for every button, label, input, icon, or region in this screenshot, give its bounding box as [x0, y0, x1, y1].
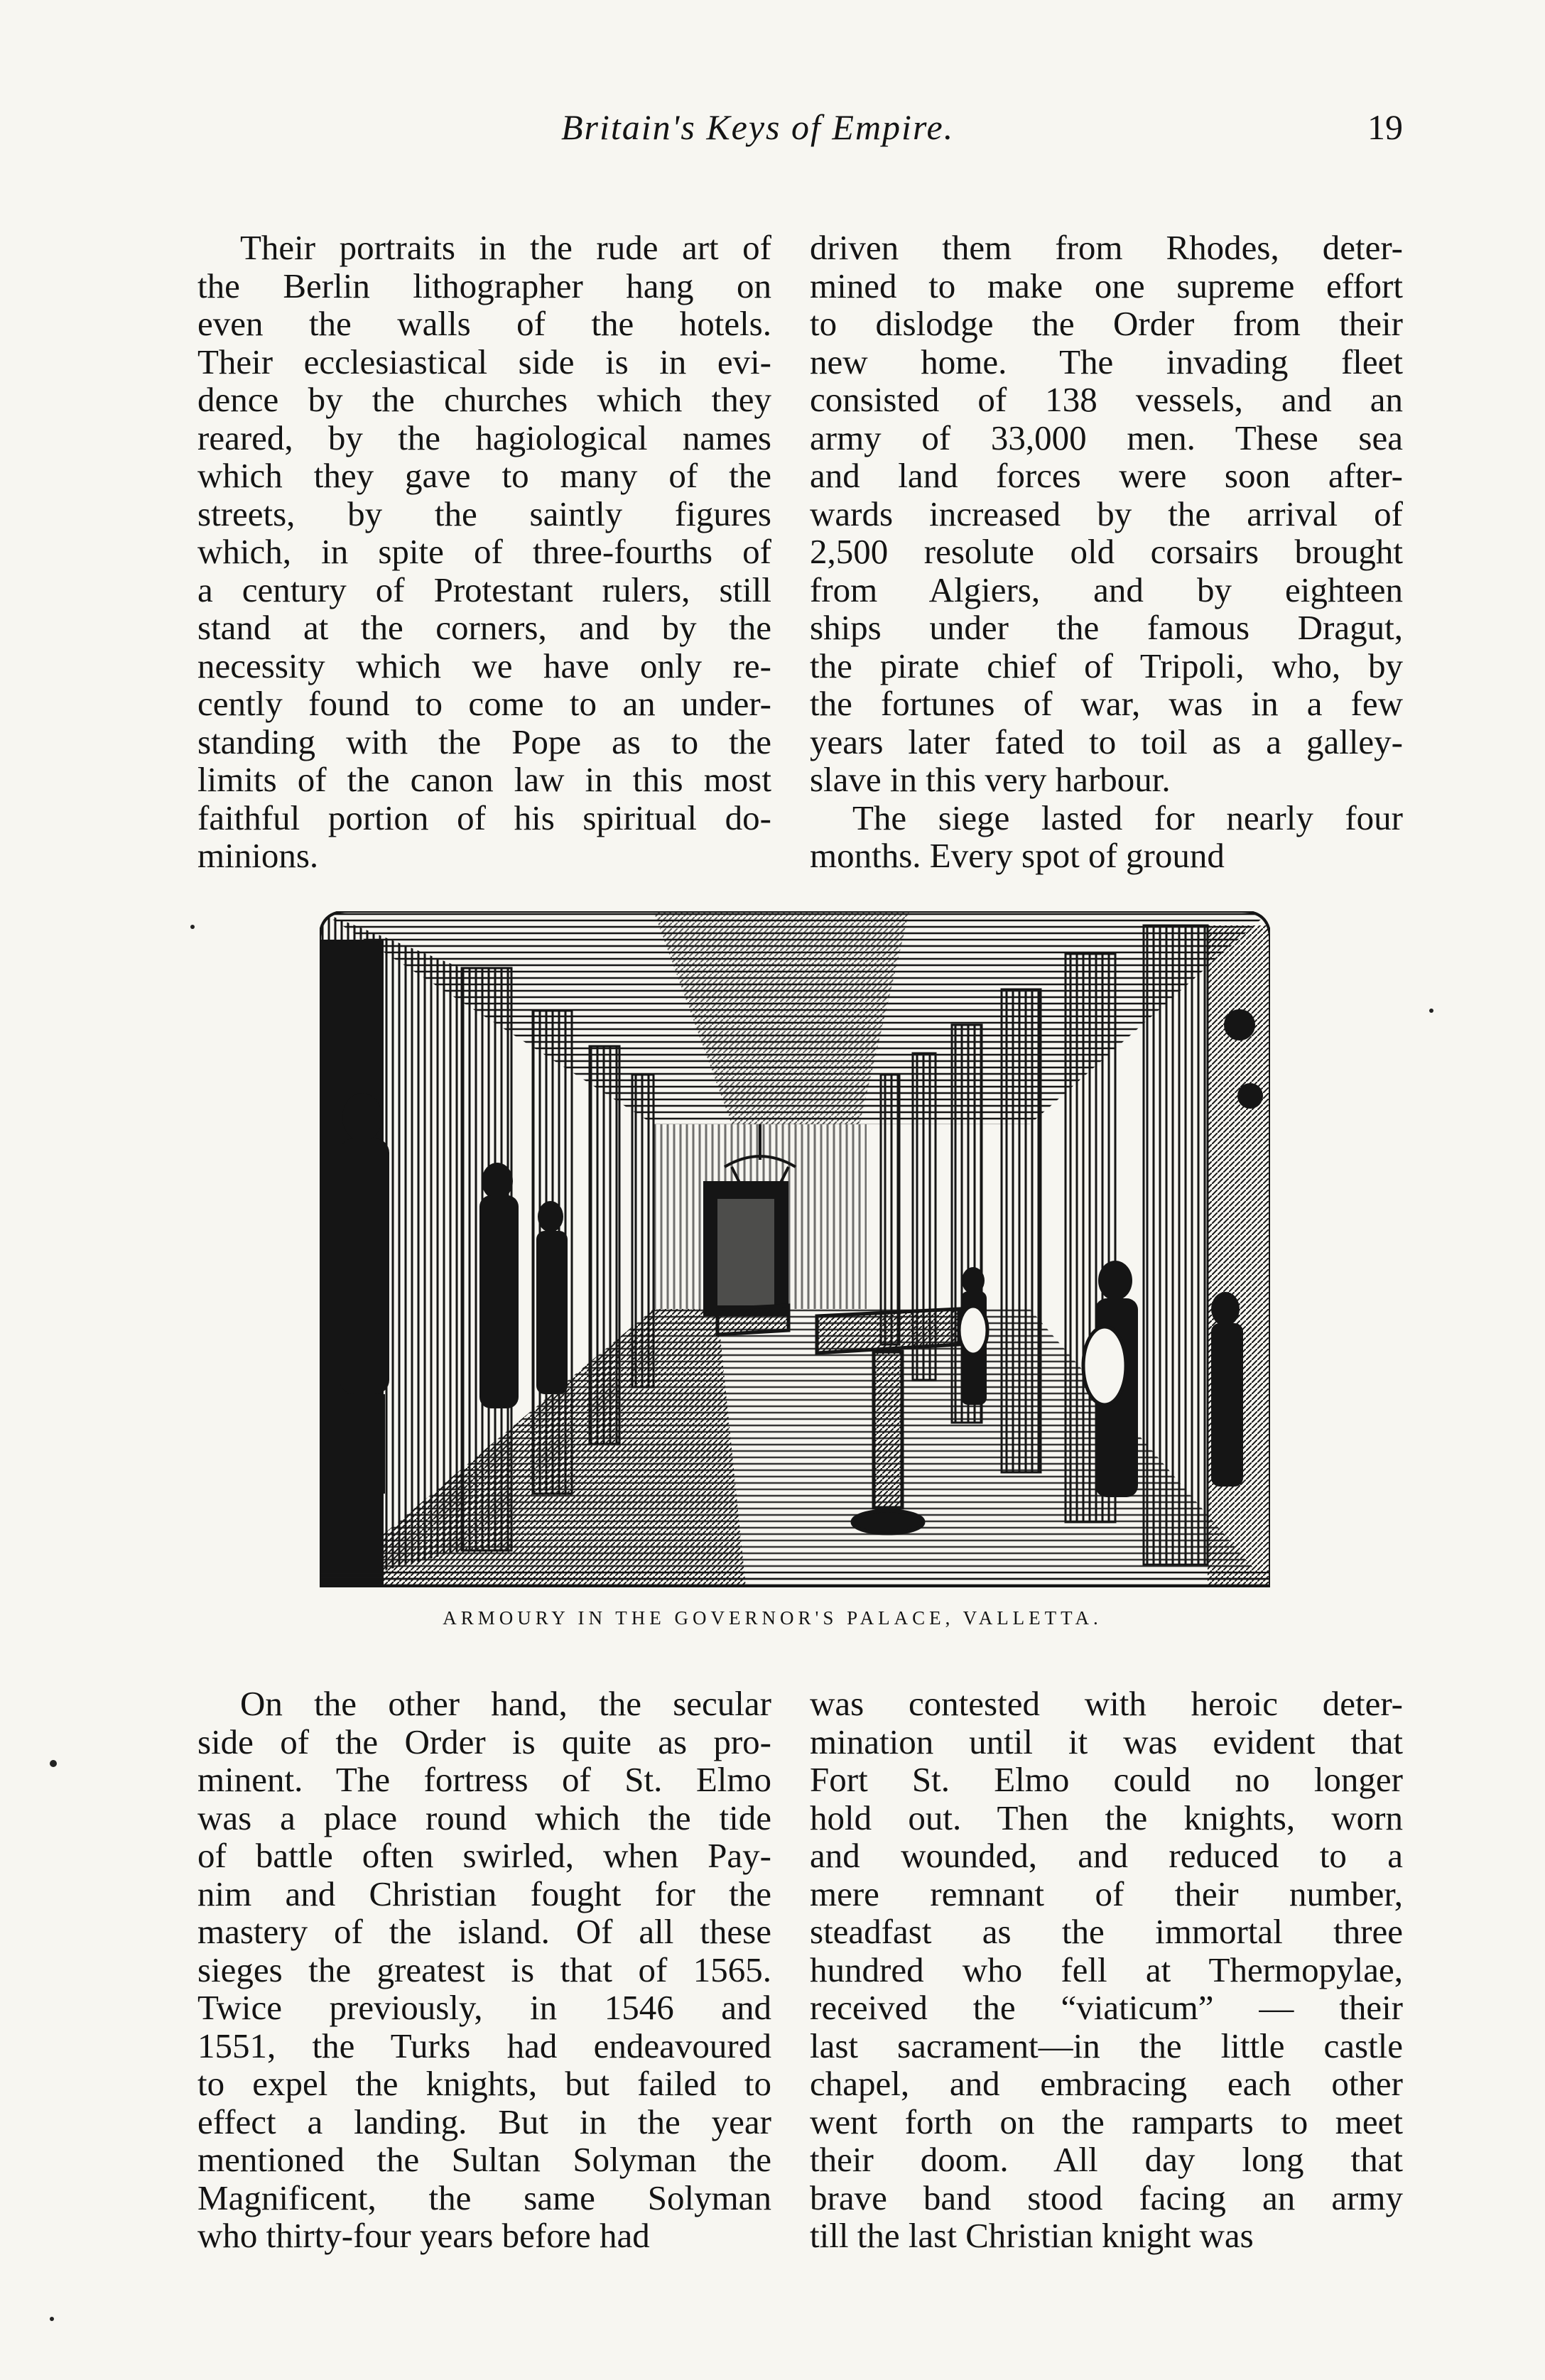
text-line: cently found to come to an under-	[197, 684, 771, 723]
print-speck	[50, 2317, 54, 2321]
print-speck	[190, 925, 195, 929]
text-line: 1551, the Turks had endeavoured	[197, 2026, 771, 2065]
text-line: brave band stood facing an army	[810, 2178, 1403, 2217]
text-line: hold out. Then the knights, worn	[810, 1798, 1403, 1837]
text-line: The siege lasted for nearly four	[852, 798, 1403, 837]
text-line: the fortunes of war, was in a few	[810, 684, 1403, 723]
text-line: streets, by the saintly figures	[197, 494, 771, 533]
text-line: which they gave to many of the	[197, 456, 771, 495]
text-line: army of 33,000 men. These sea	[810, 418, 1403, 457]
text-line: months. Every spot of ground	[810, 836, 1225, 875]
text-line: mentioned the Sultan Solyman the	[197, 2140, 771, 2179]
text-line: Twice previously, in 1546 and	[197, 1988, 771, 2027]
text-column-bottom-left	[197, 1685, 771, 2255]
text-line: from Algiers, and by eighteen	[810, 570, 1403, 609]
text-line: side of the Order is quite as pro-	[197, 1722, 771, 1761]
text-line: till the last Christian knight was	[810, 2216, 1254, 2255]
text-line: and land forces were soon after-	[810, 456, 1403, 495]
text-column-top-right	[810, 229, 1403, 875]
text-line: stand at the corners, and by the	[197, 608, 771, 647]
text-line: Their ecclesiastical side is in evi-	[197, 342, 771, 381]
text-line: consisted of 138 vessels, and an	[810, 380, 1403, 419]
text-line: mined to make one supreme effort	[810, 266, 1403, 305]
page-number: 19	[1367, 107, 1403, 147]
text-line: minent. The fortress of St. Elmo	[197, 1760, 771, 1799]
text-line: sieges the greatest is that of 1565.	[197, 1950, 771, 1989]
text-line: nim and Christian fought for the	[197, 1874, 771, 1913]
text-line: slave in this very harbour.	[810, 760, 1171, 799]
text-line: a century of Protestant rulers, still	[197, 570, 771, 609]
text-line: Their portraits in the rude art of	[240, 228, 771, 267]
text-line: mination until it was evident that	[810, 1722, 1403, 1761]
print-speck	[50, 1760, 57, 1767]
text-column-top-left	[197, 229, 771, 875]
text-line: Fort St. Elmo could no longer	[810, 1760, 1403, 1799]
text-line: was a place round which the tide	[197, 1798, 771, 1837]
text-line: 2,500 resolute old corsairs brought	[810, 532, 1403, 571]
text-line: new home. The invading fleet	[810, 342, 1403, 381]
figure-caption: ARMOURY IN THE GOVERNOR'S PALACE, VALLETTA.	[443, 1607, 1102, 1629]
print-speck	[1429, 1009, 1433, 1013]
text-line: their doom. All day long that	[810, 2140, 1403, 2179]
running-title: Britain's Keys of Empire.	[561, 107, 955, 147]
text-line: years later fated to toil as a galley-	[810, 722, 1403, 761]
text-line: to dislodge the Order from their	[810, 304, 1403, 343]
text-line: Magnificent, the same Solyman	[197, 2178, 771, 2217]
text-line: necessity which we have only re-	[197, 646, 771, 685]
text-line: and wounded, and reduced to a	[810, 1836, 1403, 1875]
text-line: standing with the Pope as to the	[197, 722, 771, 761]
text-line: even the walls of the hotels.	[197, 304, 771, 343]
text-line: minions.	[197, 836, 319, 875]
text-line: went forth on the ramparts to meet	[810, 2102, 1403, 2141]
text-line: of battle often swirled, when Pay-	[197, 1836, 771, 1875]
text-line: the Berlin lithographer hang on	[197, 266, 771, 305]
text-line: effect a landing. But in the year	[197, 2102, 771, 2141]
text-line: to expel the knights, but failed to	[197, 2064, 771, 2103]
text-line: wards increased by the arrival of	[810, 494, 1403, 533]
engraving	[320, 911, 1270, 1587]
text-line: mere remnant of their number,	[810, 1874, 1403, 1913]
text-line: hundred who fell at Thermopylae,	[810, 1950, 1403, 1989]
text-line: dence by the churches which they	[197, 380, 771, 419]
text-line: limits of the canon law in this most	[197, 760, 771, 799]
text-line: driven them from Rhodes, deter-	[810, 228, 1403, 267]
text-line: the pirate chief of Tripoli, who, by	[810, 646, 1403, 685]
text-column-bottom-right	[810, 1685, 1403, 2255]
page-header	[0, 107, 1545, 170]
text-line: chapel, and embracing each other	[810, 2064, 1403, 2103]
text-line: reared, by the hagiological names	[197, 418, 771, 457]
text-line: steadfast as the immortal three	[810, 1912, 1403, 1951]
text-line: received the “viaticum” — their	[810, 1988, 1403, 2027]
text-line: On the other hand, the secular	[240, 1684, 771, 1723]
text-line: mastery of the island. Of all these	[197, 1912, 771, 1951]
text-line: who thirty-four years before had	[197, 2216, 650, 2255]
text-line: last sacrament—in the little castle	[810, 2026, 1403, 2065]
text-line: faithful portion of his spiritual do-	[197, 798, 771, 837]
text-line: ships under the famous Dragut,	[810, 608, 1403, 647]
armoury-illustration	[320, 911, 1270, 1587]
text-line: was contested with heroic deter-	[810, 1684, 1403, 1723]
text-line: which, in spite of three-fourths of	[197, 532, 771, 571]
